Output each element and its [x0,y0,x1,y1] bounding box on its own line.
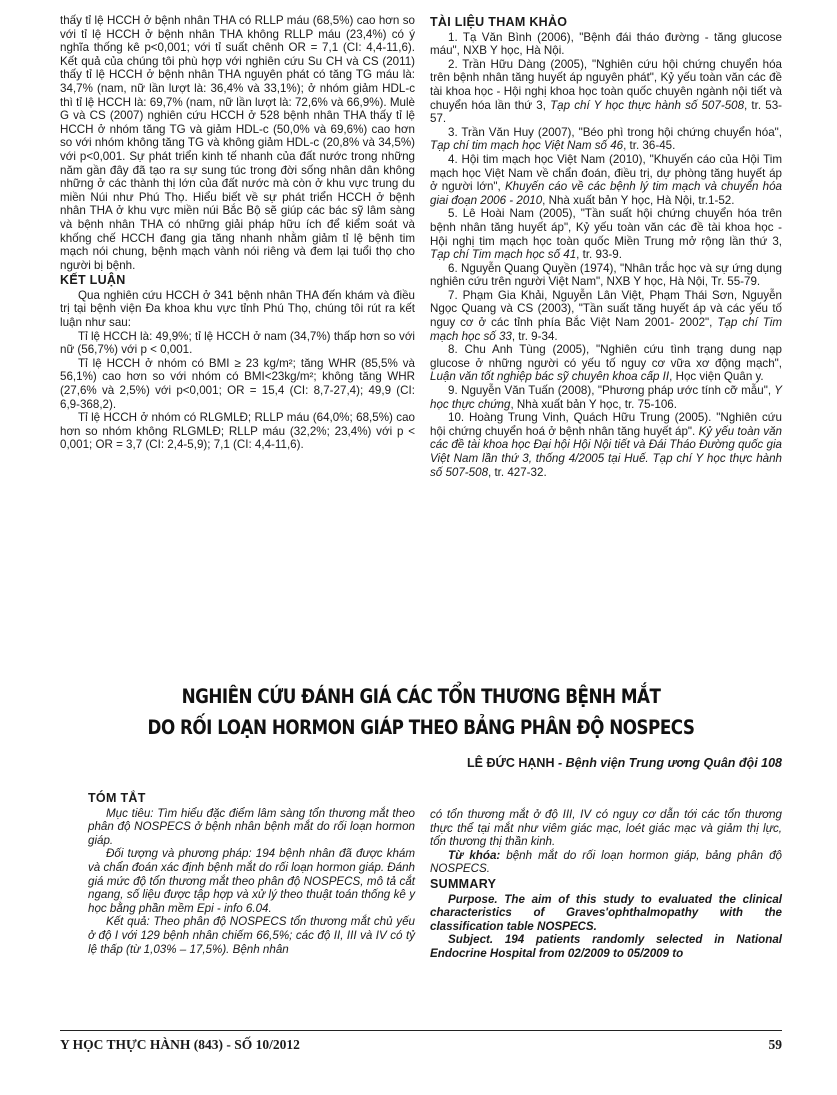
footer-rule [60,1030,782,1031]
summary-subject: Subject. 194 patients randomly selected in National Endocrine Hospital from 02/2009 to 05/2009 to [430,933,782,960]
conclusion-heading: KẾT LUẬN [60,273,126,288]
conclusion-item-2: Tỉ lệ HCCH ở nhóm có BMI ≥ 23 kg/m²; tăng WHR (85,5% và 56,1%) cao hơn so với nhóm có BMI<23kg/m²; không tăng WHR (27,6% và 2,5%) với p<0,001; OR = 15,4 (CI: 8,7-27,4); 49,9 (CI: 6,9-368,2). [60,356,415,411]
reference-8: 8. Chu Anh Tùng (2005), "Nghiên cứu tình trạng dung nạp glucose ở những người có yếu tố nguy cơ vữa xơ động mạch", Luận văn tốt nghiệp bác sỹ chuyên khoa cấp II, Học viện Quân y. [430,343,782,384]
page-number: 59 [768,1037,782,1052]
abstract-column-right [430,808,782,961]
article-title-line-2: DO RỐI LOẠN HORMON GIÁP THEO BẢNG PHÂN ĐỘ NOSPECS [147,716,695,739]
reference-1: 1. Tạ Văn Bình (2006), "Bệnh đái tháo đường - tăng glucose máu", NXB Y học, Hà Nội. [430,30,782,58]
keywords: Từ khóa: bệnh mắt do rối loạn hormon giáp, bảng phân độ NOSPECS. [430,848,782,876]
reference-3: 3. Trần Văn Huy (2007), "Béo phì trong hội chứng chuyển hóa", Tạp chí tim mạch học Việt Nam số 46, tr. 36-45. [430,125,782,153]
summary-heading: SUMMARY [430,876,497,891]
left-column-continuation [60,14,415,452]
references-heading: TÀI LIỆU THAM KHẢO [430,15,568,29]
author-affiliation: - Bệnh viện Trung ương Quân đội 108 [554,756,782,770]
reference-4: 4. Hội tim mạch học Việt Nam (2010), "Khuyến cáo của Hội Tim mạch học Việt Nam về chẩn đoán, điều trị, dự phòng tăng huyết áp ở người lớn", Khuyến cáo về các bệnh lý tim mạch và chuyển hóa giai đoạn 2006 - 2010, Nhà xuất bản Y học, Hà Nội, tr.1-52. [430,152,782,207]
abstract-methods: Đối tượng và phương pháp: 194 bệnh nhân đã được khám và chẩn đoán xác định bệnh mắt do rối loạn hormon giáp. Đánh giá mức độ tổn thương mắt theo phân độ NOSPECS, mô tả cắt ngang, số liệu được tập hợp và xử lý theo thuật toán thống kê y học bằng phần mềm Epi - info 6.04. [88,847,415,915]
reference-5: 5. Lê Hoài Nam (2005), "Tần suất hội chứng chuyển hóa trên bệnh nhân tăng huyết áp", Kỷ yếu toàn văn các đề tài khoa học - Hội nghị tim mạch học toàn quốc Miền Trung mở rộng lần thứ 3, Tạp chí Tim mạch học số 41, tr. 93-9. [430,207,782,262]
keywords-label: Từ khóa: [448,848,501,862]
abstract-results: Kết quả: Theo phân độ NOSPECS tổn thương mắt chủ yếu ở độ I với 129 bệnh nhân chiếm 66,5%; các độ II, III và IV có tỷ lệ thấp (từ 1,03% – 17,5%). Bệnh nhân [88,915,415,956]
author-line [420,756,782,770]
abstract-objective: Mục tiêu: Tìm hiểu đặc điểm lâm sàng tổn thương mắt theo phân độ NOSPECS ở bệnh nhân bệnh mắt do rối loạn hormon giáp. [88,806,415,847]
conclusion-item-3: Tỉ lệ HCCH ở nhóm có RLGMLĐ; RLLP máu (64,0%; 68,5%) cao hơn so nhóm không RLGMLĐ; RLLP máu (32,2%; 23,4%) với p < 0,001; OR = 3,7 (CI: 2,4-5,9); 7,1 (CI: 4,4-11,6). [60,411,415,452]
references-column [430,14,782,479]
summary-purpose: Purpose. The aim of this study to evaluated the clinical characteristics of Graves'ophthalmopathy with the classification table NOSPECS. [430,892,782,933]
abstract-results-continued: có tổn thương mắt ở độ III, IV có nguy cơ dẫn tới các tổn thương thực thể tại mắt như viêm giác mạc, loét giác mạc và giảm thị lực, tổn thương thị thần kinh. [430,808,782,849]
reference-9: 9. Nguyễn Văn Tuấn (2008), "Phương pháp ước tính cỡ mẫu", Y học thực chứng, Nhà xuất bản Y học, tr. 75-106. [430,384,782,411]
discussion-paragraph: thấy tỉ lệ HCCH ở bệnh nhân THA có RLLP máu (68,5%) cao hơn so với tỉ lệ HCCH ở bệnh nhân THA không RLLP máu (23,4%) có ý nghĩa thống kê p<0,001; với tỉ suất chênh OR = 7,1 (CI: 4,4-11,6). Kết quả của chúng tôi phù hợp với nghiên cứu Su CH và CS (2011) thấy tỉ lệ HCCH ở bệnh nhân THA nguyên phát có tăng TG máu là: 34,7% (nam, nữ lần lượt là: 36,4% và 33,1%); ở nhóm giảm HDL-c thì tỉ lệ HCCH là: 69,7% (nam, nữ lần lượt là: 72,6% và 66,9%). Mulè G và CS (2007) nghiên cứu HCCH ở 528 bệnh nhân THA thấy tỉ lệ HCCH ở nhóm tăng TG và giảm HDL-c (50,0% và 69,6%) cao hơn so với nhóm không tăng TG và không giảm HDL-c (20,8% và 34,5%) với p<0,001. Sự phát triển kinh tế nhanh của đất nước trong những năm gần đây đã tạo ra sự sung túc trong đời sống nhân dân không những ở các thành thị lớn của đất nước mà còn ở khu vực trung du miền Núi như Phú Thọ. Hiểu biết về sự phát triển HCCH ở bệnh nhân THA ở khu vực miền núi Bắc Bộ sẽ giúp các bác sỹ lâm sàng và bệnh nhân THA có những giải pháp hữu ích để kiểm soát và khống chế HCCH đang gia tăng nhanh nhằm giảm tỉ lệ bệnh tim mạch nói chung, bệnh mạch vành nói riêng và đem lại tuổi thọ cho người bị bệnh. [60,14,415,272]
author-name: LÊ ĐỨC HẠNH [467,756,555,770]
abstract-column-left [88,790,415,956]
conclusion-item-1: Tỉ lệ HCCH là: 49,9%; tỉ lệ HCCH ở nam (34,7%) thấp hơn so với nữ (56,7%) với p < 0,001. [60,329,415,357]
abstract-heading: TÓM TẮT [88,791,146,805]
page-footer [60,1037,782,1053]
reference-2: 2. Trần Hữu Dàng (2005), "Nghiên cứu hội chứng chuyển hóa trên bệnh nhân tăng huyết áp nguyên phát", Kỷ yếu toàn văn các đề tài khoa học - Hội nghị khoa học toàn quốc chuyên ngành nội tiết và chuyển hóa lần thứ 3, Tạp chí Y học thực hành số 507-508, tr. 53-57. [430,57,783,126]
reference-6: 6. Nguyễn Quang Quyền (1974), "Nhân trắc học và sự ứng dụng nghiên cứu trên người Việt Nam", NXB Y học, Hà Nội, Tr. 55-79. [430,261,782,289]
conclusion-intro: Qua nghiên cứu HCCH ở 341 bệnh nhân THA đến khám và điều trị tại bệnh viện Đa khoa khu vực tỉnh Phú Thọ, chúng tôi rút ra kết luận như sau: [60,288,415,330]
reference-10: 10. Hoàng Trung Vinh, Quách Hữu Trung (2005). "Nghiên cứu hội chứng chuyển hoá ở bệnh nhân tăng huyết áp". Kỷ yếu toàn văn các đề tài khoa học Đại hội Hội Nội tiết và Đái Tháo Đường quốc gia Việt Nam lần thứ 3, thống 4/2005 tại Huế. Tạp chí Y học thực hành số 507-508, tr. 427-32. [430,411,782,479]
journal-name: Y HỌC THỰC HÀNH (843) - SỐ 10/2012 [60,1037,300,1052]
article-title-line-1: NGHIÊN CỨU ĐÁNH GIÁ CÁC TỔN THƯƠNG BỆNH MẮT [181,685,661,708]
article-title [111,681,732,743]
reference-7: 7. Phạm Gia Khải, Nguyễn Lân Việt, Phạm Thái Sơn, Nguyễn Ngọc Quang và CS (2003), "Tần suất tăng huyết áp và các yếu tố nguy cơ ở các tỉnh phía Bắc Việt Nam 2001- 2002", Tạp chí Tim mạch học số 33, tr. 9-34. [430,288,782,343]
